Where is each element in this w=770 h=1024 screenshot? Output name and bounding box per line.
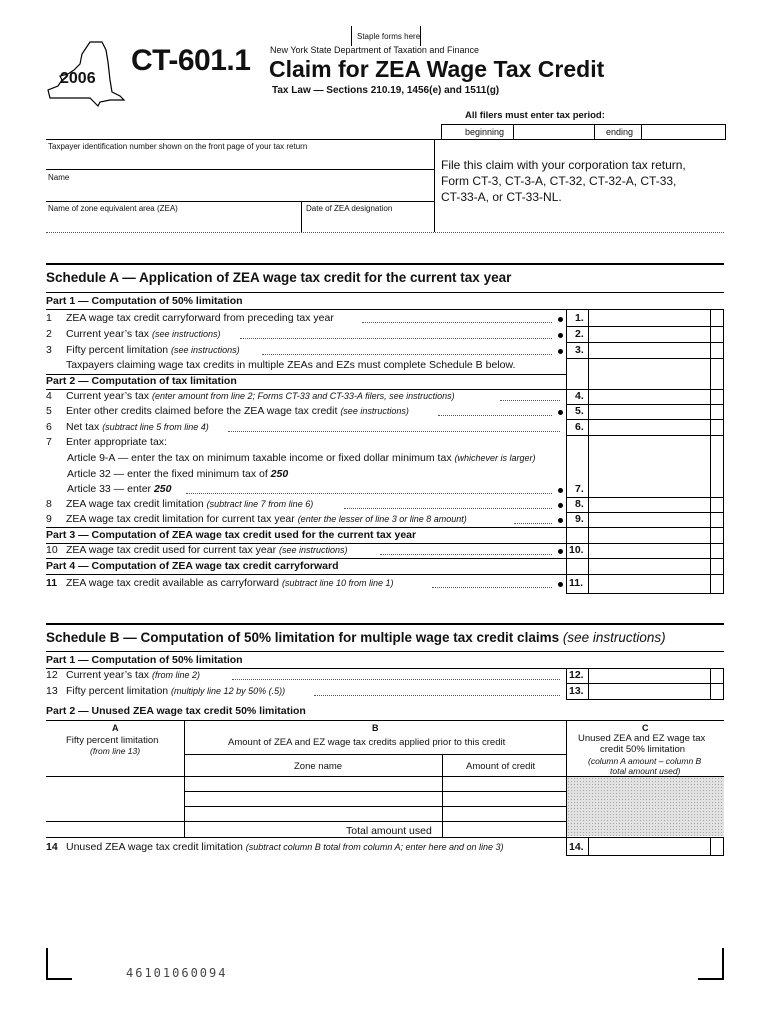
tin-label: Taxpayer identification number shown on the front page of your tax return xyxy=(48,142,308,151)
line-7b-value: 250 xyxy=(270,468,289,480)
col-b-label: Amount of ZEA and EZ wage tax credits applied prior to this credit xyxy=(228,737,506,748)
sched-a-part2: Part 2 — Computation of tax limitation xyxy=(46,375,237,387)
line-1-box-label: 1. xyxy=(575,312,584,324)
line-10-input[interactable] xyxy=(589,543,709,558)
line-1-input[interactable] xyxy=(589,310,709,325)
sched-b-part1: Part 1 — Computation of 50% limitation xyxy=(46,654,243,666)
line-13-instr: (multiply line 12 by 50% (.5)) xyxy=(171,686,286,696)
col-a-input[interactable] xyxy=(47,777,183,821)
sched-b-note: Taxpayers claiming wage tax credits in multiple ZEAs and EZs must complete Schedule B below. xyxy=(66,359,516,371)
line-7-row xyxy=(46,435,167,450)
amount-credit-input-2[interactable] xyxy=(443,792,565,805)
amount-credit-header: Amount of credit xyxy=(466,761,536,772)
period-note: All filers must enter tax period: xyxy=(465,110,605,121)
line-5-instr: (see instructions) xyxy=(340,406,409,416)
line-10-row xyxy=(46,543,348,558)
line-4-box-label: 4. xyxy=(575,390,584,402)
form-year: 2006 xyxy=(60,70,96,87)
line-3-instr: (see instructions) xyxy=(171,345,240,355)
line-5-label: Enter other credits claimed before the ZEA wage tax credit xyxy=(66,405,338,417)
sched-b-part2: Part 2 — Unused ZEA wage tax credit 50% limitation xyxy=(46,705,306,717)
line-7-number: 7 xyxy=(46,436,52,448)
line-7b-label: Article 32 — enter the fixed minimum tax of xyxy=(67,468,268,480)
line-6-number: 6 xyxy=(46,421,52,433)
sched-a-part4: Part 4 — Computation of ZEA wage tax credit carryforward xyxy=(46,560,339,572)
line-5-box-label: 5. xyxy=(575,405,584,417)
line-10-box-label: 10. xyxy=(569,544,584,556)
line-13-number: 13 xyxy=(46,685,58,697)
line-7c-row xyxy=(67,482,172,497)
schedule-b-title xyxy=(46,630,666,645)
line-5-number: 5 xyxy=(46,405,52,417)
col-c-letter: C xyxy=(642,723,649,733)
line-14-instr: (subtract column B total from column A; enter here and on line 3) xyxy=(245,842,504,852)
line-2-label: Current year’s tax xyxy=(66,328,150,340)
line-1-number: 1 xyxy=(46,312,52,324)
col-c-label-2: credit 50% limitation xyxy=(600,744,686,755)
agency-name: New York State Department of Taxation and Finance xyxy=(270,45,479,55)
tin-input[interactable] xyxy=(46,152,434,168)
amount-credit-input-3[interactable] xyxy=(443,807,565,821)
zone-name-header: Zone name xyxy=(294,761,343,772)
zea-date-input[interactable] xyxy=(303,215,433,231)
line-12-label: Current year’s tax xyxy=(66,669,150,681)
beginning-label: beginning xyxy=(465,127,505,137)
line-5-input[interactable] xyxy=(589,404,709,419)
line-2-input[interactable] xyxy=(589,327,709,342)
amount-credit-input-1[interactable] xyxy=(443,777,565,791)
line-2-box-label: 2. xyxy=(575,328,584,340)
line-6-instr: (subtract line 5 from line 4) xyxy=(102,422,209,432)
line-9-row xyxy=(46,512,467,527)
line-14-input[interactable] xyxy=(589,839,709,854)
line-9-input[interactable] xyxy=(589,512,709,527)
zone-name-input-1[interactable] xyxy=(185,777,441,791)
schedule-b-title-instr: (see instructions) xyxy=(562,630,666,645)
line-6-label: Net tax xyxy=(66,421,100,433)
line-14-box-label: 14. xyxy=(569,841,584,853)
name-label: Name xyxy=(48,173,70,182)
tax-law-ref: Tax Law — Sections 210.19, 1456(e) and 1511(g) xyxy=(272,85,500,96)
line-7a-row xyxy=(67,451,536,466)
zone-name-input-3[interactable] xyxy=(185,807,441,821)
col-b-letter: B xyxy=(372,723,379,733)
line-10-label: ZEA wage tax credit used for current tax year xyxy=(66,544,277,556)
file-note-1: File this claim with your corporation tax return, xyxy=(441,158,686,172)
line-8-number: 8 xyxy=(46,498,52,510)
line-7-box-label: 7. xyxy=(575,483,584,495)
ending-input[interactable] xyxy=(642,125,722,138)
line-4-row xyxy=(46,389,455,404)
zone-name-input-2[interactable] xyxy=(185,792,441,805)
line-8-label: ZEA wage tax credit limitation xyxy=(66,498,204,510)
zea-name-input[interactable] xyxy=(46,215,300,231)
line-13-label: Fifty percent limitation xyxy=(66,685,169,697)
file-note-3: CT-33-A, or CT-33-NL. xyxy=(441,190,562,204)
form-number: CT-601.1 xyxy=(131,44,251,77)
line-4-number: 4 xyxy=(46,390,52,402)
line-1-label: ZEA wage tax credit carryforward from preceding tax year xyxy=(66,312,334,324)
line-11-instr: (subtract line 10 from line 1) xyxy=(281,578,394,588)
line-12-row xyxy=(46,668,200,683)
line-4-input[interactable] xyxy=(589,389,709,404)
sched-a-part3: Part 3 — Computation of ZEA wage tax credit used for the current tax year xyxy=(46,529,417,541)
line-2-instr: (see instructions) xyxy=(151,329,221,339)
line-6-row xyxy=(46,420,209,435)
line-7-label: Enter appropriate tax: xyxy=(66,436,167,448)
file-note-2: Form CT-3, CT-3-A, CT-32, CT-32-A, CT-33, xyxy=(441,174,677,188)
line-6-input[interactable] xyxy=(589,420,709,435)
line-14-number: 14 xyxy=(46,841,58,853)
line-10-number: 10 xyxy=(46,544,58,556)
col-c-shaded xyxy=(567,777,724,836)
col-a-letter: A xyxy=(112,723,119,733)
barcode-number: 46101060094 xyxy=(126,966,228,980)
line-8-instr: (subtract line 7 from line 6) xyxy=(206,499,314,509)
line-11-box-label: 11. xyxy=(569,577,584,589)
line-7c-label: Article 33 — enter xyxy=(67,483,152,495)
line-7c-value: 250 xyxy=(153,483,172,495)
line-11-input[interactable] xyxy=(589,576,709,591)
line-11-label: ZEA wage tax credit available as carryforward xyxy=(66,577,280,589)
zea-date-label: Date of ZEA designation xyxy=(306,204,393,213)
line-3-label: Fifty percent limitation xyxy=(66,344,169,356)
line-2-number: 2 xyxy=(46,328,52,340)
col-c-instr-1: (column A amount – column B xyxy=(588,756,702,766)
line-11-number: 11 xyxy=(46,577,58,589)
line-14-row xyxy=(46,840,504,855)
line-7b-row xyxy=(67,467,288,482)
line-8-box-label: 8. xyxy=(575,498,584,510)
col-a-label: Fifty percent limitation xyxy=(66,735,159,746)
line-6-box-label: 6. xyxy=(575,421,584,433)
line-13-input[interactable] xyxy=(589,684,709,699)
line-1-row xyxy=(46,311,334,326)
line-8-row xyxy=(46,497,313,512)
form-title: Claim for ZEA Wage Tax Credit xyxy=(269,56,605,82)
line-7-input[interactable] xyxy=(589,482,709,497)
line-13-row xyxy=(46,684,285,699)
line-9-number: 9 xyxy=(46,513,52,525)
line-12-box-label: 12. xyxy=(569,669,584,681)
line-10-instr: (see instructions) xyxy=(279,545,348,555)
line-8-input[interactable] xyxy=(589,497,709,512)
col-c-label-1: Unused ZEA and EZ wage tax xyxy=(578,733,706,744)
schedule-a-title: Schedule A — Application of ZEA wage tax credit for the current tax year xyxy=(46,270,512,285)
total-used-label: Total amount used xyxy=(346,825,432,837)
line-9-label: ZEA wage tax credit limitation for current tax year xyxy=(66,513,295,525)
col-c-instr-2: total amount used) xyxy=(610,766,681,776)
line-12-number: 12 xyxy=(46,669,58,681)
ending-label: ending xyxy=(606,127,634,137)
line-3-row xyxy=(46,343,240,358)
sched-a-part1: Part 1 — Computation of 50% limitation xyxy=(46,295,243,307)
total-used-input[interactable] xyxy=(443,822,565,836)
line-4-label: Current year’s tax xyxy=(66,390,150,402)
line-5-row xyxy=(46,404,409,419)
staple-note: Staple forms here xyxy=(357,32,421,41)
line-14-label: Unused ZEA wage tax credit limitation xyxy=(66,841,243,853)
line-3-box-label: 3. xyxy=(575,344,584,356)
line-12-input[interactable] xyxy=(589,668,709,683)
line-3-input[interactable] xyxy=(589,343,709,358)
zea-name-label: Name of zone equivalent area (ZEA) xyxy=(48,204,178,213)
line-3-number: 3 xyxy=(46,344,52,356)
line-4-instr: (enter amount from line 2; Forms CT-33 and CT-33-A filers, see instructions) xyxy=(151,391,455,401)
schedule-b-title-text: Schedule B — Computation of 50% limitation for multiple wage tax credit claims xyxy=(46,630,560,645)
beginning-input[interactable] xyxy=(514,125,594,138)
line-7a-label: Article 9-A — enter the tax on minimum taxable income or fixed dollar minimum tax xyxy=(67,452,452,464)
name-input[interactable] xyxy=(46,184,434,200)
line-9-box-label: 9. xyxy=(575,513,584,525)
line-9-instr: (enter the lesser of line 3 or line 8 amount) xyxy=(297,514,467,524)
line-13-box-label: 13. xyxy=(569,685,584,697)
line-11-row xyxy=(46,576,393,591)
line-7a-instr: (whichever is larger) xyxy=(454,453,536,463)
col-a-instr: (from line 13) xyxy=(90,746,141,756)
line-12-instr: (from line 2) xyxy=(151,670,200,680)
line-2-row xyxy=(46,327,221,342)
